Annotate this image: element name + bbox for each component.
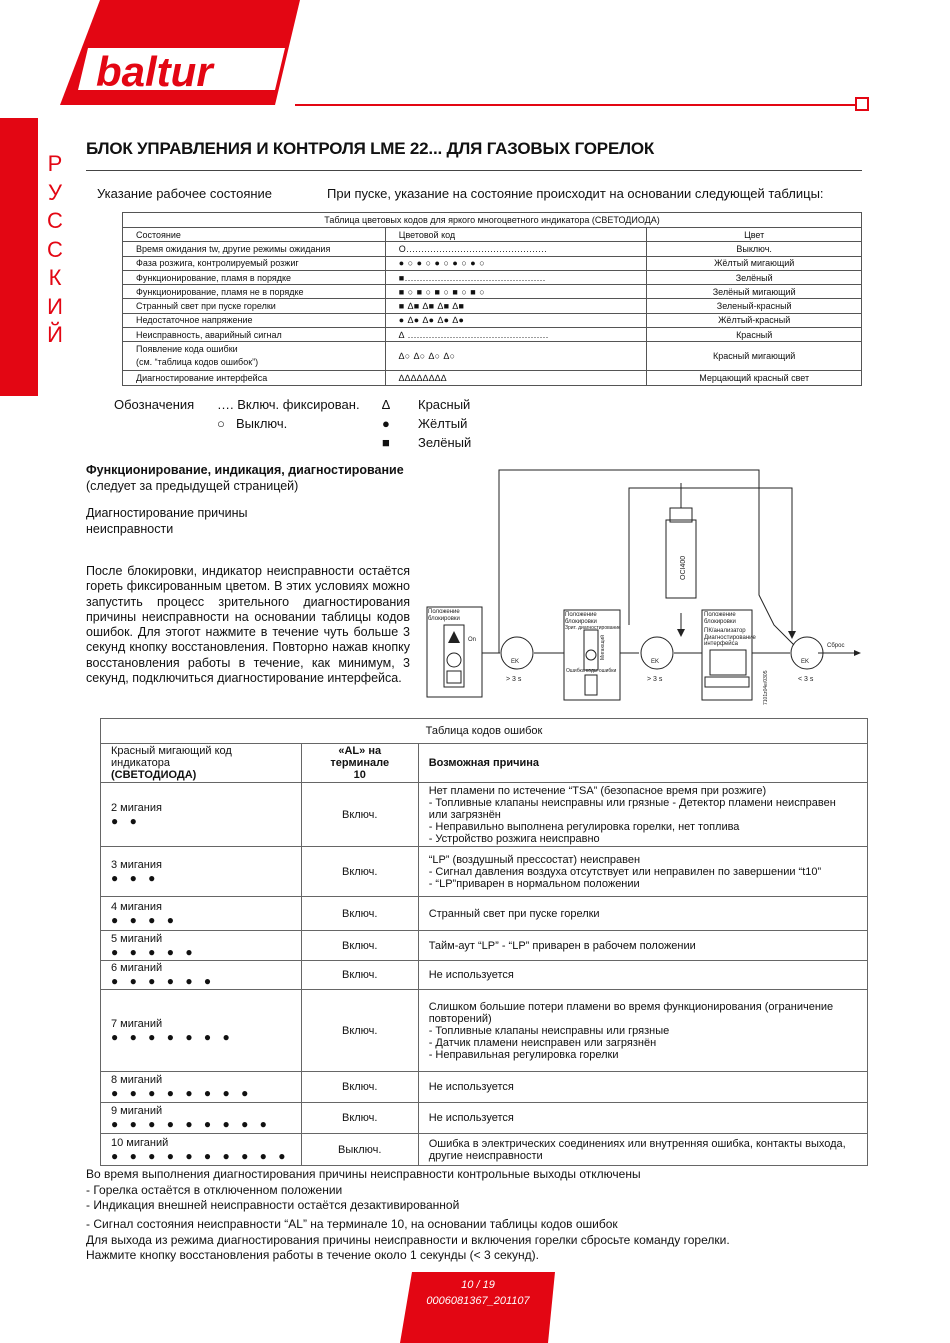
diag-block3-label5: интерфейса	[704, 641, 738, 647]
baltur-logo	[60, 0, 300, 108]
color-code-table	[122, 212, 862, 386]
diag-on-label: On	[468, 637, 477, 643]
table-row: Время ожидания tw, другие режимы ожидания О............................................... Выключ.	[123, 242, 862, 256]
table-row: 10 миганий ● ● ● ● ● ● ● ● ● ● Выключ. Ошибка в электрических соединениях или внутренняя ошибка, контакты выхода, другие неисправности	[101, 1134, 868, 1166]
diag-time2: > 3 s	[647, 676, 663, 683]
table-row: Состояние Цветовой код Цвет	[123, 228, 862, 242]
diag-line1: Диагностирование причины	[86, 506, 248, 520]
footer-page: 10 / 19	[461, 1279, 495, 1291]
legend-green-icon: ■	[382, 435, 390, 450]
header-square-icon	[855, 97, 869, 111]
bottom-line-1: Во время выполнения диагностирования причины неисправности контрольные выходы отключены	[86, 1167, 641, 1181]
legend-green: Зелёный	[418, 435, 472, 450]
section-paragraph: После блокировки, индикатор неисправности остаётся гореть фиксированным цветом. В этих условиях можно запустить процесс зрительного диагностирования причины неисправности на основании таблицы кодов ошибок. Для этогот нажмите в течение чуть больше 3 секунд кнопку восстановления. Повторно нажав кнопку восстановления работы в течение, как минимум, 3 секунд, подключиться диагностирование интерфейса.	[86, 564, 410, 686]
diag-block2-label1: Положение	[565, 612, 597, 618]
diag-oci: OCI400	[680, 555, 687, 580]
diag-block3-label4: Диагностирование	[704, 635, 756, 641]
diag-block1-label1: Положение	[428, 609, 460, 615]
table-row: Диагностирование интерфейса ∆∆∆∆∆∆∆∆ Мерцающий красный свет	[123, 371, 862, 385]
bottom-line-4: - Сигнал состояния неисправности “AL” на терминале 10, на основании таблицы кодов ошибок	[86, 1217, 618, 1231]
legend-yellow: Жёлтый	[418, 416, 468, 431]
table-row: 6 миганий ● ● ● ● ● ● Включ. Не используется	[101, 961, 868, 990]
table-row: Функционирование, пламя в порядке ■............................................... Зелёный	[123, 270, 862, 284]
table-row: 4 мигания ● ● ● ● Включ. Странный свет при пуске горелки	[101, 897, 868, 931]
table-row: Появление кода ошибки (см. “таблица кодов ошибок”) ∆○ ∆○ ∆○ ∆○ Красный мигающий	[123, 342, 862, 371]
diag-block2-label3: Зрит. диагностирование	[565, 625, 621, 631]
table-row: 9 миганий ● ● ● ● ● ● ● ● ● Включ. Не используется	[101, 1103, 868, 1134]
section-heading: Функционирование, индикация, диагностирование	[86, 463, 404, 477]
language-sidebar	[0, 118, 38, 396]
footer-doc-number: 0006081367_201107	[426, 1295, 530, 1307]
legend-red-icon: ∆	[382, 397, 390, 412]
legend-red: Красный	[418, 397, 471, 412]
section-sub: (следует за предыдущей страницей)	[86, 479, 299, 493]
table-header-row: Красный мигающий код индикатора (СВЕТОДИОДА) «AL» на терминале 10 Возможная причина	[101, 744, 868, 783]
diag-error-codes: Ошибка коды ошибки	[566, 668, 617, 674]
table-row: Фаза розжига, контролируемый розжиг ● ○ ● ○ ● ○ ● ○ ● ○ Жёлтый мигающий	[123, 256, 862, 270]
diag-flashing: Мигающий	[600, 635, 606, 660]
diagnostic-diagram	[422, 465, 870, 715]
diag-block3-label1: Положение	[704, 612, 736, 618]
legend-fixed: …. Включ. фиксирован.	[217, 397, 360, 412]
intro-right: При пуске, указание на состояние происходит на основании следующей таблицы:	[327, 186, 824, 201]
bottom-line-5: Для выхода из режима диагностирования причины неисправности и включения горелки сбросьте команду горелки.	[86, 1233, 730, 1247]
page-title: БЛОК УПРАВЛЕНИЯ И КОНТРОЛЯ LME 22... ДЛЯ ГАЗОВЫХ ГОРЕЛОК	[86, 139, 655, 158]
table-row: 2 мигания ● ● Включ. Нет пламени по истечение “TSA” (безопасное время при розжиге) - Топливные клапаны неисправны или грязные - Детектор пламени неисправен или загрязнён - Неправильно выполнена регулировка горелки, нет топлива - Устройство розжига неисправно	[101, 783, 868, 847]
diag-ek2: EK	[651, 659, 660, 665]
legend-off: Выключ.	[236, 416, 288, 431]
diag-code-id: 7101z04e/0305	[763, 670, 769, 705]
error-table-caption: Таблица кодов ошибок	[101, 719, 868, 744]
table-row: Странный свет при пуске горелки ■ ∆■ ∆■ ∆■ ∆■ Зеленый-красный	[123, 299, 862, 313]
table-row: 5 миганий ● ● ● ● ● Включ. Тайм-аут “LP” - “LP” приварен в рабочем положении	[101, 931, 868, 961]
diag-block3-label2: блокировки	[704, 619, 736, 625]
language-vertical-label: Р У С С К И Й	[47, 151, 63, 347]
diag-reset: Сброс	[827, 643, 845, 649]
diag-block1-label2: блокировки	[428, 616, 460, 622]
bottom-line-6: Нажмите кнопку восстановления работы в течение около 1 секунды (< 3 секунд).	[86, 1248, 539, 1262]
logo-text: baltur	[96, 48, 213, 95]
table-row: Неисправность, аварийный сигнал ∆ ............................................... Красный	[123, 328, 862, 342]
error-code-table	[100, 718, 868, 1166]
intro-left: Указание рабочее состояние	[97, 186, 273, 201]
color-table-caption: Таблица цветовых кодов для яркого многоцветного индикатора (СВЕТОДИОДА)	[123, 213, 862, 228]
bottom-line-2: - Горелка остаётся в отключенном положении	[86, 1183, 343, 1197]
diag-time1: > 3 s	[506, 676, 522, 683]
legend-yellow-icon: ●	[382, 416, 390, 431]
diag-block3-label3: ПК/анализатор	[704, 628, 746, 634]
diag-time3: < 3 s	[798, 676, 814, 683]
diag-ek1: EK	[511, 659, 520, 665]
title-divider	[86, 170, 862, 171]
table-row: Функционирование, пламя не в порядке ■ ○ ■ ○ ■ ○ ■ ○ ■ ○ Зелёный мигающий	[123, 285, 862, 299]
legend-title: Обозначения	[114, 397, 195, 412]
table-row: 8 миганий ● ● ● ● ● ● ● ● Включ. Не используется	[101, 1072, 868, 1103]
diag-line2: неисправности	[86, 522, 174, 536]
legend-off-icon: ○	[217, 416, 225, 431]
table-row: 7 миганий ● ● ● ● ● ● ● Включ. Слишком большие потери пламени во время функционирования (ограничение повторений) - Топливные клапаны неисправны или грязные - Датчик пламени неисправен или загрязнён - Неправильная регулировка горелки	[101, 990, 868, 1072]
table-row: Недостаточное напряжение ● ∆● ∆● ∆● ∆● Жёлтый-красный	[123, 313, 862, 327]
diag-ek3: EK	[801, 659, 810, 665]
bottom-line-3: - Индикация внешней неисправности остаётся дезактивированной	[86, 1198, 460, 1212]
diag-block2-label2: блокировки	[565, 619, 597, 625]
header-rule	[295, 104, 857, 106]
table-row: 3 мигания ● ● ● Включ. “LP” (воздушный прессостат) неисправен - Сигнал давления воздуха отсутствует или неправилен по завершении “t10” - “LP”приварен в нормальном положении	[101, 847, 868, 897]
